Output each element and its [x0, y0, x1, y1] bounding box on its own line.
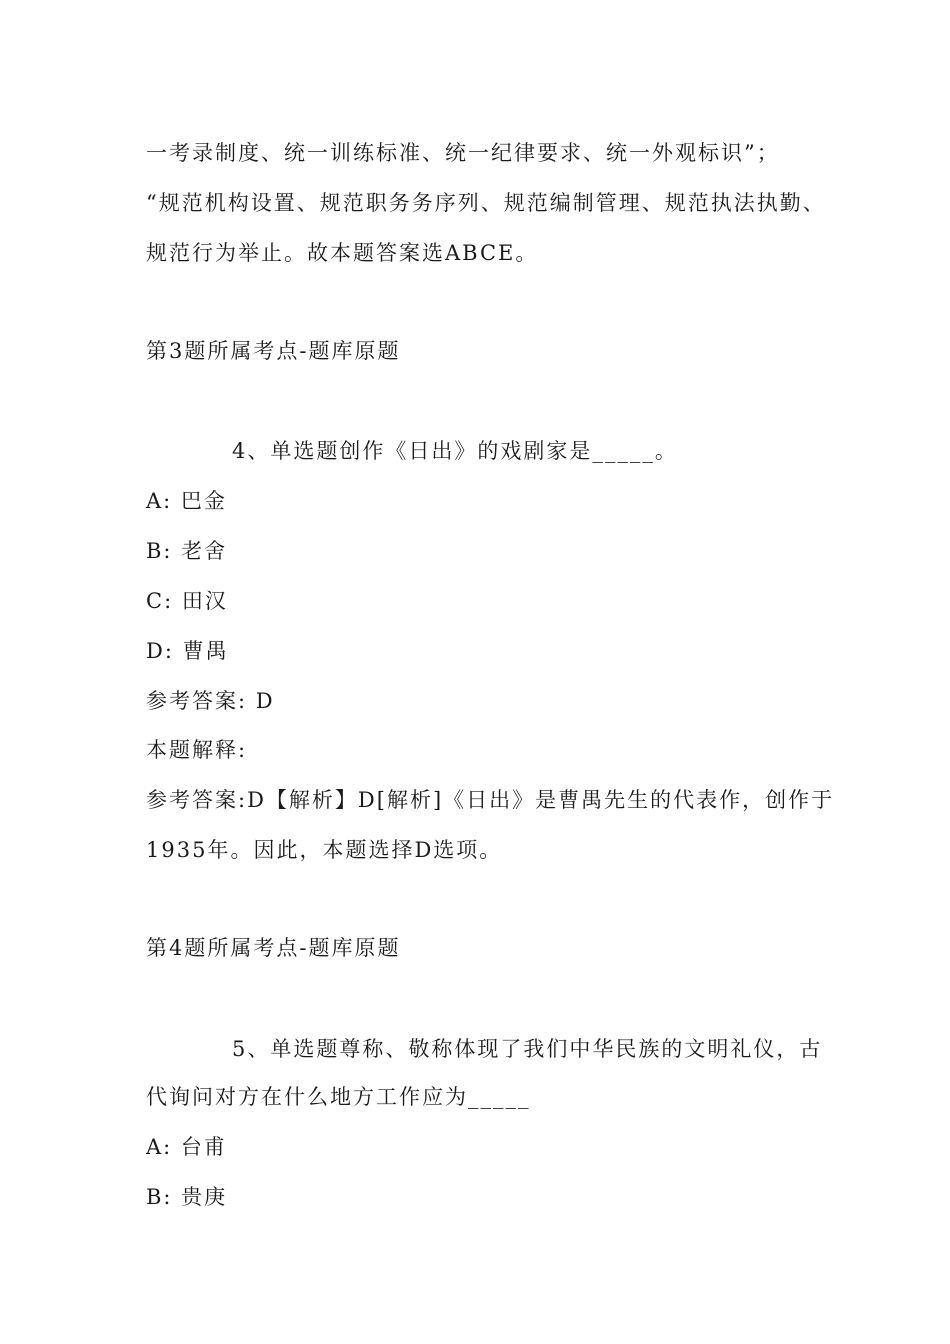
explanation-line: 一考录制度、统一训练标准、统一纪律要求、统一外观标识”；	[146, 141, 780, 165]
section-tag: 第3题所属考点-题库原题	[146, 339, 401, 363]
explanation-line: 1935年。因此，本题选择D选项。	[146, 838, 503, 862]
reference-answer: 参考答案: D	[146, 689, 275, 713]
explanation-line: “规范机构设置、规范职务务序列、规范编制管理、规范执法执勤、	[146, 191, 826, 215]
explanation-title: 本题解释:	[146, 738, 248, 762]
explanation-line: 参考答案:D【解析】D[解析]《日出》是曹禺先生的代表作，创作于	[146, 788, 835, 812]
question-stem: 4、单选题创作《日出》的戏剧家是_____。	[232, 439, 678, 463]
question-stem: 5、单选题尊称、敬称体现了我们中华民族的文明礼仪，古	[232, 1037, 823, 1061]
option-a: A: 巴金	[146, 489, 227, 513]
option-c: C: 田汉	[146, 589, 228, 613]
option-b: B: 老舍	[146, 539, 228, 563]
explanation-line: 规范行为举止。故本题答案选ABCE。	[146, 241, 539, 265]
option-a: A: 台甫	[146, 1135, 227, 1159]
option-d: D: 曹禺	[146, 639, 229, 663]
section-tag: 第4题所属考点-题库原题	[146, 936, 401, 960]
question-stem: 代询问对方在什么地方工作应为_____	[146, 1085, 531, 1109]
option-b: B: 贵庚	[146, 1185, 228, 1209]
